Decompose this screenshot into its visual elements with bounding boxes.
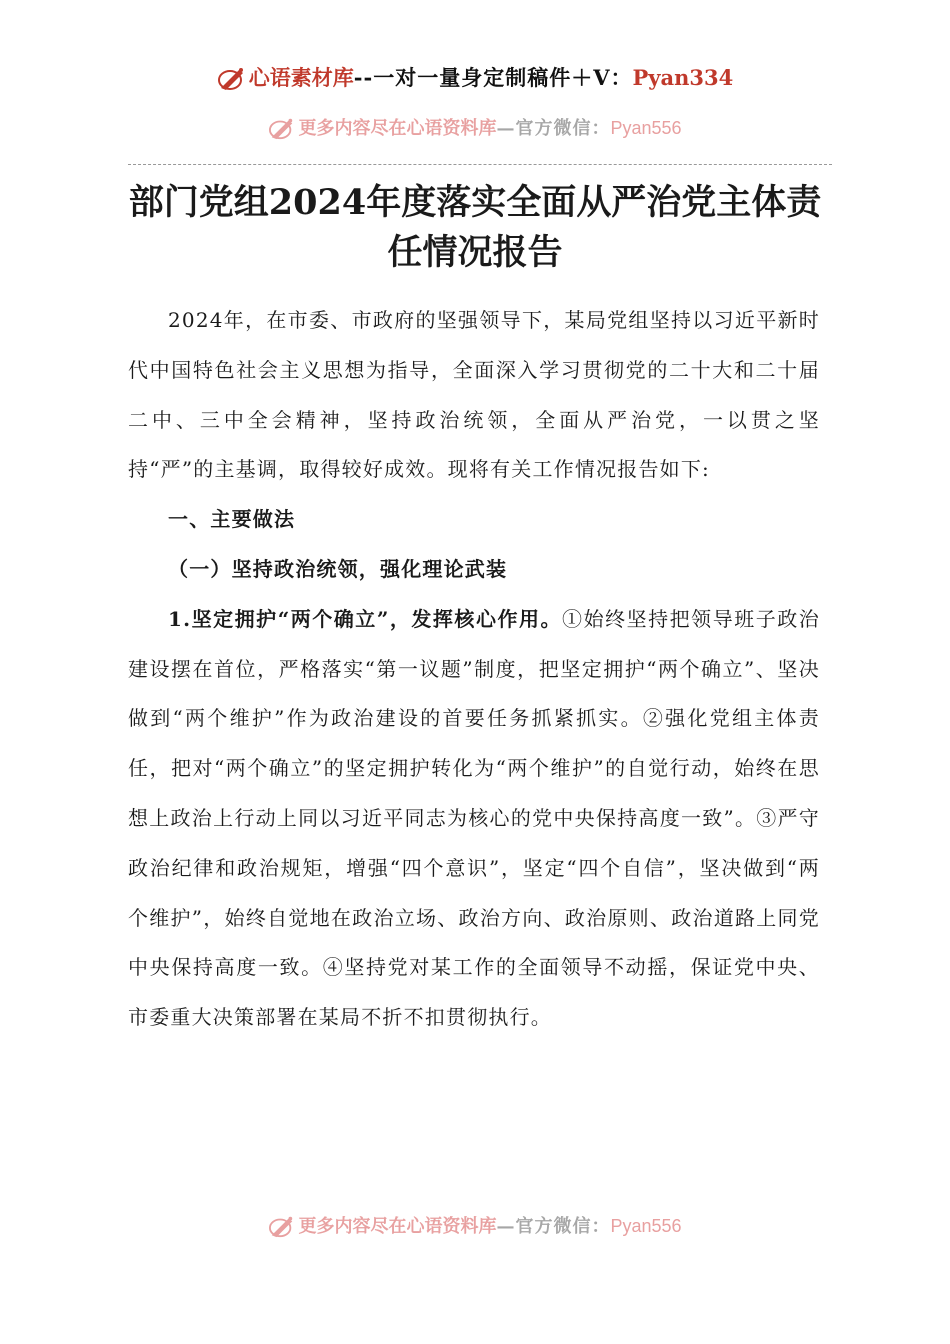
brand-slogan: --一对一量身定制稿件＋V： — [353, 65, 633, 90]
pen-logo-icon — [217, 64, 247, 97]
header-divider — [128, 164, 832, 165]
watermark-middle: —官方微信： — [496, 118, 611, 139]
document-body — [128, 296, 820, 1043]
section-heading: 一、主要做法 — [168, 507, 296, 532]
brand-name: 心语素材库 — [248, 65, 354, 90]
intro-paragraph: 2024年，在市委、市政府的坚强领导下，某局党组坚持以习近平新时代中国特色社会主义思想为指导，全面深入学习贯彻党的二十大和二十届二中、三中全会精神，坚持政治统领，全面从严治党，一以贯之坚持“严”的主基调，取得较好成效。现将有关工作情况报告如下: — [128, 308, 820, 482]
document-title: 部门党组2024年度落实全面从严治党主体责任情况报告 — [128, 182, 822, 273]
pen-logo-icon — [268, 115, 296, 146]
item-paragraph — [128, 595, 820, 1043]
watermark-middle: —官方微信： — [496, 1216, 611, 1237]
item-text: ①始终坚持把领导班子政治建设摆在首位，严格落实“第一议题”制度，把坚定拥护“两个确立”、坚决做到“两个维护”作为政治建设的首要任务抓紧抓实。②强化党组主体责任，把对“两个确立”的坚定拥护转化为“两个维护”的自觉行动，始终在思想上政治上行动上同以习近平同志为核心的党中央保持高度一致”。③严守政治纪律和政治规矩，增强“四个意识”，坚定“四个自信”，坚决做到“两个维护”，始终自觉地在政治立场、政治方向、政治原则、政治道路上同党中央保持高度一致。④坚持党对某工作的全面领导不动摇，保证党中央、市委重大决策部署在某局不折不扣贯彻执行。 — [128, 606, 821, 1030]
watermark-id: Pyan556 — [610, 1216, 682, 1236]
header-brand-line — [0, 62, 950, 97]
brand-contact-id: Pyan334 — [632, 65, 734, 90]
footer-watermark — [0, 1212, 950, 1244]
watermark-prefix: 更多内容尽在心语资料库 — [298, 1216, 497, 1237]
item-lead: 1.坚定拥护“两个确立”，发挥核心作用。 — [168, 606, 563, 631]
pen-logo-icon — [268, 1213, 296, 1244]
subsection-heading: （一）坚持政治统领，强化理论武装 — [168, 556, 508, 581]
watermark-id: Pyan556 — [610, 118, 682, 138]
watermark-prefix: 更多内容尽在心语资料库 — [298, 118, 497, 139]
header-watermark — [0, 114, 950, 146]
